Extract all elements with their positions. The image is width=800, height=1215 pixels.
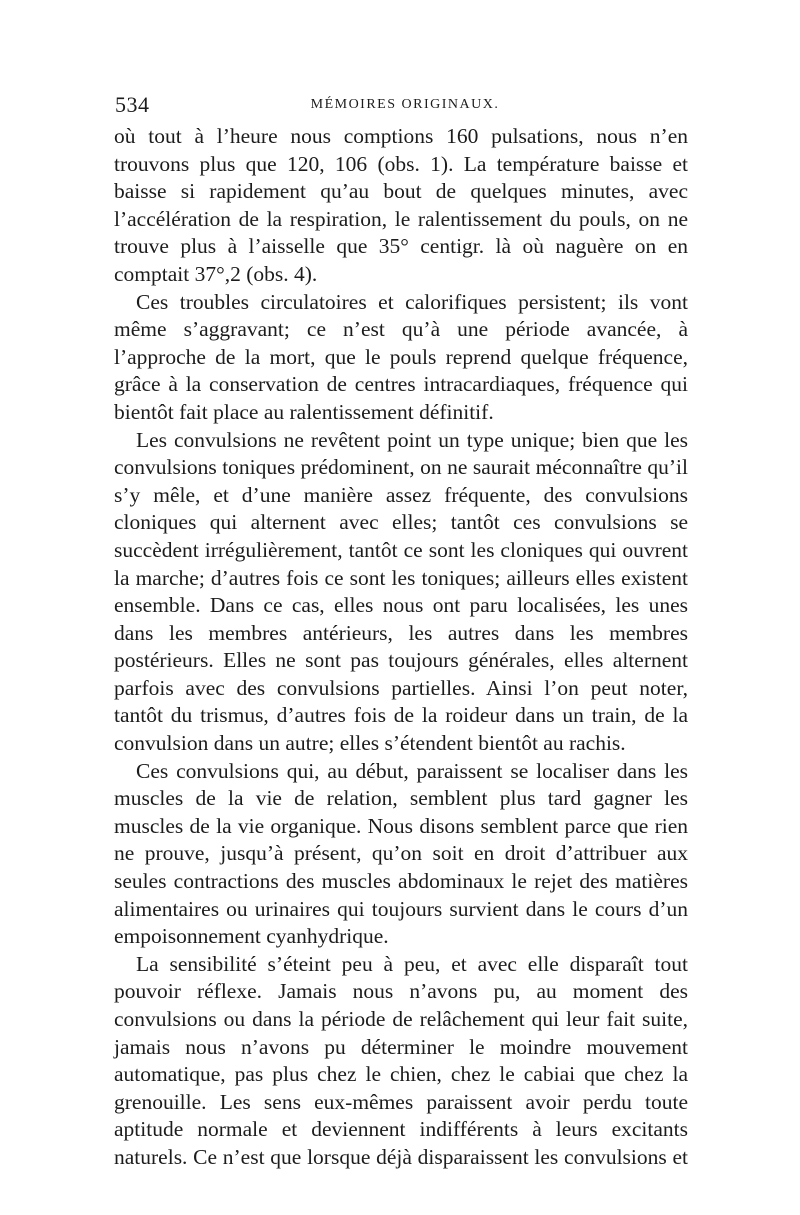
page-number: 534 bbox=[115, 92, 150, 117]
paragraph-1: où tout à l’heure nous comptions 160 pulsations, nous n’en trouvons plus que 120, 106 (obs. 1). La température baisse et baisse si rapidement qu’au bout de quelques minutes, avec l’accélération de la respiration, le ralentissement du pouls, on ne trouve plus à l’aisselle que 35° centigr. là où naguère on en comptait 37°,2 (obs. 4). bbox=[114, 124, 688, 286]
paragraph-3: Les convulsions ne revêtent point un type unique; bien que les convulsions toniques prédominent, on ne saurait méconnaître qu’il s’y mêle, et d’une manière assez fréquente, des convulsions cloniques qui alternent avec elles; tantôt ces convulsions se succèdent irrégulièrement, tantôt ce sont les cloniques qui ouvrent la marche; d’autres fois ce sont les toniques; ailleurs elles existent ensemble. Dans ce cas, elles nous ont paru localisées, les unes dans les membres antérieurs, les autres dans les membres postérieurs. Elles ne sont pas toujours générales, elles alternent parfois avec des convulsions partielles. Ainsi l’on peut noter, tantôt du trismus, d’autres fois de la roideur dans un train, de la convulsion dans un autre; elles s’étendent bientôt au rachis. bbox=[114, 427, 688, 756]
paragraph-2: Ces troubles circulatoires et calorifiques persistent; ils vont même s’aggravant; ce n’est qu’à une période avancée, à l’approche de la mort, que le pouls reprend quelque fréquence, grâce à la conservation de centres intracardiaques, fréquence qui bientôt fait place au ralentissement définitif. bbox=[114, 289, 688, 424]
paragraph-4: Ces convulsions qui, au début, paraissent se localiser dans les muscles de la vie de relation, semblent plus tard gagner les muscles de la vie organique. Nous disons semblent parce que rien ne prouve, jusqu’à présent, qu’on soit en droit d’attribuer aux seules contractions des muscles abdominaux le rejet des matières alimentaires ou urinaires qui toujours survient dans le cours d’un empoisonnement cyanhydrique. bbox=[114, 758, 688, 949]
page-header bbox=[115, 92, 695, 122]
paragraph-5: La sensibilité s’éteint peu à peu, et avec elle disparaît tout pouvoir réflexe. Jamais nous n’avons pu, au moment des convulsions ou dans la période de relâchement qui leur fait suite, jamais nous n’avons pu déterminer le moindre mouvement automatique, pas plus chez le chien, chez le cabiai que chez la grenouille. Les sens eux-mêmes paraissent avoir perdu toute aptitude normale et deviennent indifférents à leurs excitants naturels. Ce n’est que lorsque déjà disparaissent les convulsions et bbox=[114, 951, 688, 1169]
running-title: MÉMOIRES ORIGINAUX. bbox=[310, 97, 500, 112]
body-text bbox=[114, 123, 688, 1172]
